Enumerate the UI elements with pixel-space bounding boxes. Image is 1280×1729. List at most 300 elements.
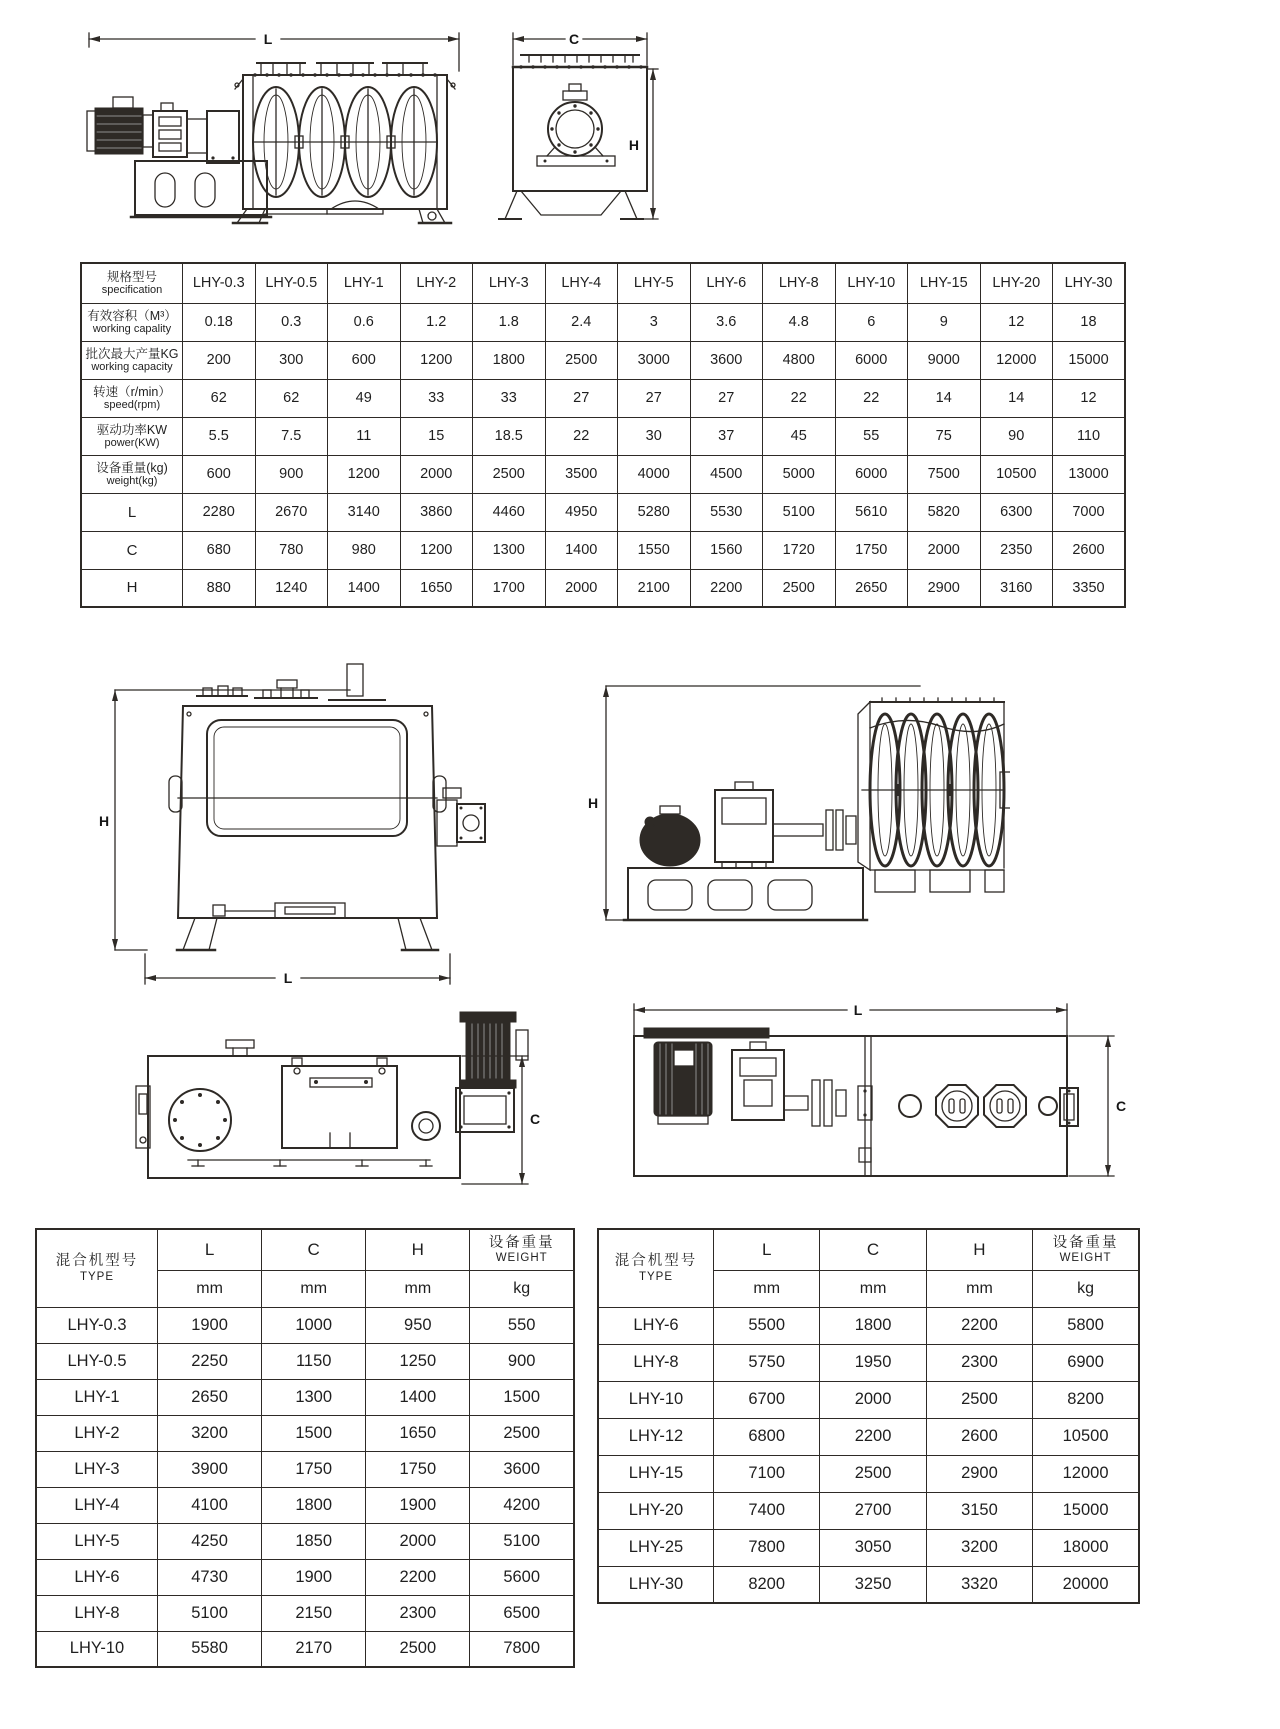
spec-row-label bbox=[81, 455, 183, 493]
dim-value-cell: 1250 bbox=[366, 1343, 470, 1379]
spec-value-cell: 2900 bbox=[908, 569, 981, 607]
dimension-table-large-models bbox=[597, 1228, 1140, 1604]
spec-value-cell: 75 bbox=[908, 417, 981, 455]
spec-value-cell: 4000 bbox=[618, 455, 691, 493]
dim-label-C: C bbox=[568, 31, 580, 47]
spec-value-cell: 5.5 bbox=[183, 417, 256, 455]
spec-value-cell: 3 bbox=[618, 303, 691, 341]
spec-value-cell: 30 bbox=[618, 417, 691, 455]
dim-value-cell: 2250 bbox=[158, 1343, 262, 1379]
spec-value-cell: 2200 bbox=[690, 569, 763, 607]
dim-column-header: C bbox=[820, 1229, 926, 1270]
dim-column-header: H bbox=[926, 1229, 1032, 1270]
dim-value-cell: 6800 bbox=[714, 1418, 820, 1455]
model-cell: LHY-5 bbox=[36, 1523, 158, 1559]
dim-label-C: C bbox=[530, 1111, 541, 1127]
dim-data-row bbox=[36, 1307, 574, 1343]
dim-value-cell: 1950 bbox=[820, 1344, 926, 1381]
dim-label-H: H bbox=[628, 137, 639, 153]
dim-value-cell: 6500 bbox=[470, 1595, 574, 1631]
model-cell: LHY-10 bbox=[598, 1381, 714, 1418]
spec-value-cell: 1200 bbox=[400, 531, 473, 569]
spec-value-cell: 1400 bbox=[545, 531, 618, 569]
spec-value-cell: 0.18 bbox=[183, 303, 256, 341]
drawing-mid-ribbon-view bbox=[570, 672, 1010, 934]
spec-value-cell: 1800 bbox=[473, 341, 546, 379]
dim-value-cell: 1500 bbox=[262, 1415, 366, 1451]
dim-value-cell: 3600 bbox=[470, 1451, 574, 1487]
dim-label-L: L bbox=[283, 970, 293, 986]
spec-value-cell: 45 bbox=[763, 417, 836, 455]
dim-value-cell: 8200 bbox=[714, 1566, 820, 1603]
spec-model-cell: LHY-4 bbox=[545, 263, 618, 303]
dim-value-cell: 7100 bbox=[714, 1455, 820, 1492]
dim-value-cell: 4250 bbox=[158, 1523, 262, 1559]
dim-value-cell: 6900 bbox=[1033, 1344, 1139, 1381]
dim-value-cell: 1650 bbox=[366, 1415, 470, 1451]
dim-value-cell: 6700 bbox=[714, 1381, 820, 1418]
spec-value-cell: 4800 bbox=[763, 341, 836, 379]
spec-value-cell: 0.3 bbox=[255, 303, 328, 341]
unit-cell: mm bbox=[366, 1270, 470, 1307]
dim-value-cell: 2000 bbox=[820, 1381, 926, 1418]
dim-data-row bbox=[36, 1415, 574, 1451]
spec-row-label-zh: 驱动功率KW bbox=[96, 422, 168, 437]
spec-value-cell: 22 bbox=[763, 379, 836, 417]
spec-value-cell: 200 bbox=[183, 341, 256, 379]
spec-value-cell: 2500 bbox=[763, 569, 836, 607]
spec-value-cell: 600 bbox=[328, 341, 401, 379]
dim-value-cell: 1850 bbox=[262, 1523, 366, 1559]
spec-value-cell: 33 bbox=[400, 379, 473, 417]
spec-value-cell: 5000 bbox=[763, 455, 836, 493]
spec-value-cell: 5820 bbox=[908, 493, 981, 531]
model-cell: LHY-25 bbox=[598, 1529, 714, 1566]
dim-value-cell: 15000 bbox=[1033, 1492, 1139, 1529]
dim-value-cell: 2500 bbox=[366, 1631, 470, 1667]
model-cell: LHY-0.3 bbox=[36, 1307, 158, 1343]
spec-data-row bbox=[81, 341, 1125, 379]
spec-value-cell: 22 bbox=[545, 417, 618, 455]
spec-value-cell: 2500 bbox=[473, 455, 546, 493]
dim-value-cell: 1800 bbox=[262, 1487, 366, 1523]
dimension-table-small-models bbox=[35, 1228, 575, 1668]
spec-value-cell: 18 bbox=[1053, 303, 1126, 341]
unit-cell: mm bbox=[158, 1270, 262, 1307]
dim-data-row bbox=[598, 1344, 1139, 1381]
spec-value-cell: 4950 bbox=[545, 493, 618, 531]
weight-header-zh: 设备重量 bbox=[1052, 1234, 1119, 1251]
spec-value-cell: 2350 bbox=[980, 531, 1053, 569]
spec-value-cell: 18.5 bbox=[473, 417, 546, 455]
spec-table bbox=[80, 262, 1126, 608]
dim-value-cell: 1800 bbox=[820, 1307, 926, 1344]
spec-value-cell: 1400 bbox=[328, 569, 401, 607]
spec-model-cell: LHY-8 bbox=[763, 263, 836, 303]
spec-value-cell: 1750 bbox=[835, 531, 908, 569]
dim-data-row bbox=[36, 1451, 574, 1487]
spec-value-cell: 300 bbox=[255, 341, 328, 379]
spec-row-label-en: working capacity bbox=[91, 361, 173, 374]
spec-value-cell: 90 bbox=[980, 417, 1053, 455]
dim-value-cell: 2150 bbox=[262, 1595, 366, 1631]
spec-value-cell: 3600 bbox=[690, 341, 763, 379]
dim-value-cell: 5800 bbox=[1033, 1307, 1139, 1344]
spec-header-row bbox=[81, 263, 1125, 303]
spec-value-cell: 9000 bbox=[908, 341, 981, 379]
dim-data-row bbox=[598, 1455, 1139, 1492]
dim-label-L: L bbox=[263, 31, 273, 47]
dim-value-cell: 2500 bbox=[820, 1455, 926, 1492]
spec-row-label bbox=[81, 379, 183, 417]
model-cell: LHY-20 bbox=[598, 1492, 714, 1529]
model-cell: LHY-4 bbox=[36, 1487, 158, 1523]
spec-model-cell: LHY-2 bbox=[400, 263, 473, 303]
spec-value-cell: 600 bbox=[183, 455, 256, 493]
dim-value-cell: 7800 bbox=[470, 1631, 574, 1667]
spec-value-cell: 1560 bbox=[690, 531, 763, 569]
weight-column-header bbox=[470, 1229, 574, 1270]
model-cell: LHY-10 bbox=[36, 1631, 158, 1667]
spec-value-cell: 3.6 bbox=[690, 303, 763, 341]
spec-value-cell: 27 bbox=[690, 379, 763, 417]
dim-data-row bbox=[36, 1487, 574, 1523]
type-header-zh: 混合机型号 bbox=[614, 1253, 698, 1270]
dim-value-cell: 7400 bbox=[714, 1492, 820, 1529]
spec-value-cell: 12 bbox=[1053, 379, 1126, 417]
dim-value-cell: 18000 bbox=[1033, 1529, 1139, 1566]
dim-value-cell: 1900 bbox=[262, 1559, 366, 1595]
spec-row-label-en: weight(kg) bbox=[106, 475, 158, 488]
dim-data-row bbox=[598, 1381, 1139, 1418]
spec-value-cell: 12000 bbox=[980, 341, 1053, 379]
dim-value-cell: 3050 bbox=[820, 1529, 926, 1566]
spec-value-cell: 4.8 bbox=[763, 303, 836, 341]
spec-model-cell: LHY-15 bbox=[908, 263, 981, 303]
spec-model-cell: LHY-6 bbox=[690, 263, 763, 303]
spec-value-cell: 55 bbox=[835, 417, 908, 455]
spec-value-cell: 2000 bbox=[908, 531, 981, 569]
spec-value-cell: 5280 bbox=[618, 493, 691, 531]
spec-value-cell: 4500 bbox=[690, 455, 763, 493]
spec-data-row bbox=[81, 379, 1125, 417]
dim-value-cell: 2000 bbox=[366, 1523, 470, 1559]
dim-value-cell: 2300 bbox=[366, 1595, 470, 1631]
dim-value-cell: 7800 bbox=[714, 1529, 820, 1566]
spec-value-cell: 12 bbox=[980, 303, 1053, 341]
dim-value-cell: 3320 bbox=[926, 1566, 1032, 1603]
spec-value-cell: 37 bbox=[690, 417, 763, 455]
spec-value-cell: 880 bbox=[183, 569, 256, 607]
spec-row-label bbox=[81, 303, 183, 341]
dim-data-row bbox=[598, 1307, 1139, 1344]
dim-data-row bbox=[36, 1595, 574, 1631]
spec-value-cell: 2000 bbox=[400, 455, 473, 493]
spec-value-cell: 7.5 bbox=[255, 417, 328, 455]
unit-cell: kg bbox=[1033, 1270, 1139, 1307]
type-header-en: TYPE bbox=[79, 1270, 115, 1283]
spec-value-cell: 15000 bbox=[1053, 341, 1126, 379]
spec-row-label: L bbox=[81, 493, 183, 531]
spec-value-cell: 1720 bbox=[763, 531, 836, 569]
spec-value-cell: 3500 bbox=[545, 455, 618, 493]
dim-data-row bbox=[598, 1492, 1139, 1529]
dim-value-cell: 1150 bbox=[262, 1343, 366, 1379]
spec-value-cell: 7000 bbox=[1053, 493, 1126, 531]
spec-value-cell: 33 bbox=[473, 379, 546, 417]
dim-value-cell: 2500 bbox=[926, 1381, 1032, 1418]
spec-model-cell: LHY-3 bbox=[473, 263, 546, 303]
spec-data-row bbox=[81, 493, 1125, 531]
type-column-header bbox=[598, 1229, 714, 1307]
spec-value-cell: 4460 bbox=[473, 493, 546, 531]
drawing-top-side-view bbox=[85, 27, 463, 227]
spec-model-cell: LHY-0.5 bbox=[255, 263, 328, 303]
type-header-en: TYPE bbox=[638, 1270, 674, 1283]
spec-value-cell: 3000 bbox=[618, 341, 691, 379]
drawing-plan-view-small bbox=[130, 1008, 550, 1188]
model-cell: LHY-2 bbox=[36, 1415, 158, 1451]
spec-value-cell: 1.2 bbox=[400, 303, 473, 341]
dim-value-cell: 550 bbox=[470, 1307, 574, 1343]
spec-value-cell: 3350 bbox=[1053, 569, 1126, 607]
model-cell: LHY-15 bbox=[598, 1455, 714, 1492]
spec-value-cell: 3860 bbox=[400, 493, 473, 531]
spec-value-cell: 2670 bbox=[255, 493, 328, 531]
spec-value-cell: 10500 bbox=[980, 455, 1053, 493]
unit-cell: kg bbox=[470, 1270, 574, 1307]
model-cell: LHY-6 bbox=[36, 1559, 158, 1595]
dim-value-cell: 5100 bbox=[470, 1523, 574, 1559]
dim-value-cell: 4200 bbox=[470, 1487, 574, 1523]
model-cell: LHY-6 bbox=[598, 1307, 714, 1344]
spec-value-cell: 1200 bbox=[400, 341, 473, 379]
spec-row-label-zh: 规格型号 bbox=[106, 270, 157, 285]
spec-row-label: H bbox=[81, 569, 183, 607]
spec-value-cell: 6000 bbox=[835, 341, 908, 379]
dim-value-cell: 2200 bbox=[820, 1418, 926, 1455]
spec-value-cell: 780 bbox=[255, 531, 328, 569]
unit-cell: mm bbox=[714, 1270, 820, 1307]
spec-row-label-en: specification bbox=[101, 284, 163, 297]
dim-value-cell: 5750 bbox=[714, 1344, 820, 1381]
dim-value-cell: 3150 bbox=[926, 1492, 1032, 1529]
spec-value-cell: 6300 bbox=[980, 493, 1053, 531]
spec-row-label-zh: 批次最大产量KG bbox=[85, 346, 179, 361]
dim-data-row bbox=[36, 1379, 574, 1415]
spec-value-cell: 3160 bbox=[980, 569, 1053, 607]
model-cell: LHY-8 bbox=[36, 1595, 158, 1631]
dim-column-header: L bbox=[714, 1229, 820, 1270]
dim-value-cell: 3200 bbox=[158, 1415, 262, 1451]
drawing-plan-view-large bbox=[612, 998, 1137, 1188]
spec-model-cell: LHY-30 bbox=[1053, 263, 1126, 303]
dim-data-row bbox=[36, 1559, 574, 1595]
spec-row-label-zh: 有效容积（M³） bbox=[87, 308, 177, 323]
spec-value-cell: 2600 bbox=[1053, 531, 1126, 569]
spec-value-cell: 1650 bbox=[400, 569, 473, 607]
dim-value-cell: 2900 bbox=[926, 1455, 1032, 1492]
spec-data-row bbox=[81, 303, 1125, 341]
spec-value-cell: 15 bbox=[400, 417, 473, 455]
spec-value-cell: 1240 bbox=[255, 569, 328, 607]
model-cell: LHY-3 bbox=[36, 1451, 158, 1487]
spec-model-cell: LHY-1 bbox=[328, 263, 401, 303]
dim-value-cell: 1900 bbox=[366, 1487, 470, 1523]
dim-value-cell: 8200 bbox=[1033, 1381, 1139, 1418]
dim-value-cell: 1900 bbox=[158, 1307, 262, 1343]
unit-cell: mm bbox=[262, 1270, 366, 1307]
dim-value-cell: 1500 bbox=[470, 1379, 574, 1415]
spec-value-cell: 6000 bbox=[835, 455, 908, 493]
spec-value-cell: 62 bbox=[183, 379, 256, 417]
dim-value-cell: 20000 bbox=[1033, 1566, 1139, 1603]
spec-value-cell: 5610 bbox=[835, 493, 908, 531]
dim-value-cell: 2700 bbox=[820, 1492, 926, 1529]
spec-value-cell: 62 bbox=[255, 379, 328, 417]
spec-value-cell: 980 bbox=[328, 531, 401, 569]
spec-row-label-en: speed(rpm) bbox=[103, 399, 161, 412]
spec-value-cell: 11 bbox=[328, 417, 401, 455]
weight-header-en: WEIGHT bbox=[1059, 1252, 1112, 1265]
dim-value-cell: 2170 bbox=[262, 1631, 366, 1667]
spec-value-cell: 2280 bbox=[183, 493, 256, 531]
spec-value-cell: 9 bbox=[908, 303, 981, 341]
model-cell: LHY-30 bbox=[598, 1566, 714, 1603]
dim-value-cell: 2200 bbox=[366, 1559, 470, 1595]
spec-data-row bbox=[81, 569, 1125, 607]
dim-label-H: H bbox=[588, 795, 599, 811]
type-column-header bbox=[36, 1229, 158, 1307]
dim-value-cell: 1400 bbox=[366, 1379, 470, 1415]
dim-value-cell: 1000 bbox=[262, 1307, 366, 1343]
weight-header-zh: 设备重量 bbox=[488, 1234, 555, 1251]
dim-column-header: C bbox=[262, 1229, 366, 1270]
dim-value-cell: 4730 bbox=[158, 1559, 262, 1595]
dim-data-row bbox=[598, 1529, 1139, 1566]
dim-value-cell: 5100 bbox=[158, 1595, 262, 1631]
dim-data-row bbox=[598, 1418, 1139, 1455]
dim-data-row bbox=[598, 1566, 1139, 1603]
dim-value-cell: 5600 bbox=[470, 1559, 574, 1595]
spec-value-cell: 1550 bbox=[618, 531, 691, 569]
spec-value-cell: 7500 bbox=[908, 455, 981, 493]
spec-value-cell: 2100 bbox=[618, 569, 691, 607]
spec-value-cell: 2.4 bbox=[545, 303, 618, 341]
dim-value-cell: 3900 bbox=[158, 1451, 262, 1487]
spec-row-label-en: working capality bbox=[92, 323, 172, 336]
drawing-mid-side-view bbox=[85, 648, 495, 993]
spec-value-cell: 13000 bbox=[1053, 455, 1126, 493]
drawing-top-end-view bbox=[495, 29, 660, 227]
spec-value-cell: 27 bbox=[618, 379, 691, 417]
unit-cell: mm bbox=[820, 1270, 926, 1307]
spec-row-label-zh: 转速（r/min） bbox=[93, 384, 171, 399]
spec-value-cell: 6 bbox=[835, 303, 908, 341]
dim-value-cell: 12000 bbox=[1033, 1455, 1139, 1492]
spec-model-cell: LHY-10 bbox=[835, 263, 908, 303]
model-cell: LHY-12 bbox=[598, 1418, 714, 1455]
dim-value-cell: 1750 bbox=[262, 1451, 366, 1487]
dim-value-cell: 2200 bbox=[926, 1307, 1032, 1344]
unit-cell: mm bbox=[926, 1270, 1032, 1307]
dim-data-row bbox=[36, 1631, 574, 1667]
spec-value-cell: 22 bbox=[835, 379, 908, 417]
spec-value-cell: 1.8 bbox=[473, 303, 546, 341]
model-cell: LHY-1 bbox=[36, 1379, 158, 1415]
dim-value-cell: 950 bbox=[366, 1307, 470, 1343]
dim-value-cell: 1750 bbox=[366, 1451, 470, 1487]
dim-label-L: L bbox=[853, 1002, 863, 1018]
dim-value-cell: 2500 bbox=[470, 1415, 574, 1451]
spec-row-label bbox=[81, 263, 183, 303]
model-cell: LHY-0.5 bbox=[36, 1343, 158, 1379]
spec-value-cell: 1700 bbox=[473, 569, 546, 607]
spec-row-label bbox=[81, 341, 183, 379]
weight-column-header bbox=[1033, 1229, 1139, 1270]
dim-value-cell: 3200 bbox=[926, 1529, 1032, 1566]
spec-value-cell: 110 bbox=[1053, 417, 1126, 455]
dim-label-H: H bbox=[99, 813, 110, 829]
spec-value-cell: 27 bbox=[545, 379, 618, 417]
spec-data-row bbox=[81, 531, 1125, 569]
spec-value-cell: 0.6 bbox=[328, 303, 401, 341]
dim-value-cell: 2600 bbox=[926, 1418, 1032, 1455]
spec-model-cell: LHY-20 bbox=[980, 263, 1053, 303]
spec-value-cell: 3140 bbox=[328, 493, 401, 531]
spec-value-cell: 2650 bbox=[835, 569, 908, 607]
dim-value-cell: 4100 bbox=[158, 1487, 262, 1523]
dim-value-cell: 10500 bbox=[1033, 1418, 1139, 1455]
type-header-zh: 混合机型号 bbox=[55, 1253, 139, 1270]
spec-model-cell: LHY-0.3 bbox=[183, 263, 256, 303]
spec-data-row bbox=[81, 417, 1125, 455]
dim-data-row bbox=[36, 1343, 574, 1379]
dim-column-header: L bbox=[158, 1229, 262, 1270]
spec-value-cell: 14 bbox=[980, 379, 1053, 417]
dim-header-row bbox=[36, 1229, 574, 1270]
spec-value-cell: 5100 bbox=[763, 493, 836, 531]
spec-row-label bbox=[81, 417, 183, 455]
weight-header-en: WEIGHT bbox=[495, 1252, 548, 1265]
spec-value-cell: 2000 bbox=[545, 569, 618, 607]
dim-value-cell: 5500 bbox=[714, 1307, 820, 1344]
dim-value-cell: 5580 bbox=[158, 1631, 262, 1667]
spec-value-cell: 14 bbox=[908, 379, 981, 417]
spec-value-cell: 49 bbox=[328, 379, 401, 417]
spec-model-cell: LHY-5 bbox=[618, 263, 691, 303]
spec-value-cell: 680 bbox=[183, 531, 256, 569]
spec-value-cell: 900 bbox=[255, 455, 328, 493]
dim-value-cell: 2650 bbox=[158, 1379, 262, 1415]
spec-row-label: C bbox=[81, 531, 183, 569]
spec-row-label-en: power(KW) bbox=[104, 437, 160, 450]
spec-value-cell: 1300 bbox=[473, 531, 546, 569]
dim-label-C: C bbox=[1116, 1098, 1127, 1114]
model-cell: LHY-8 bbox=[598, 1344, 714, 1381]
spec-row-label-zh: 设备重量(kg) bbox=[96, 460, 168, 475]
dim-column-header: H bbox=[366, 1229, 470, 1270]
spec-value-cell: 1200 bbox=[328, 455, 401, 493]
spec-value-cell: 2500 bbox=[545, 341, 618, 379]
spec-data-row bbox=[81, 455, 1125, 493]
dim-value-cell: 1300 bbox=[262, 1379, 366, 1415]
dim-value-cell: 3250 bbox=[820, 1566, 926, 1603]
dim-header-row bbox=[598, 1229, 1139, 1270]
dim-value-cell: 2300 bbox=[926, 1344, 1032, 1381]
dim-data-row bbox=[36, 1523, 574, 1559]
dim-value-cell: 900 bbox=[470, 1343, 574, 1379]
